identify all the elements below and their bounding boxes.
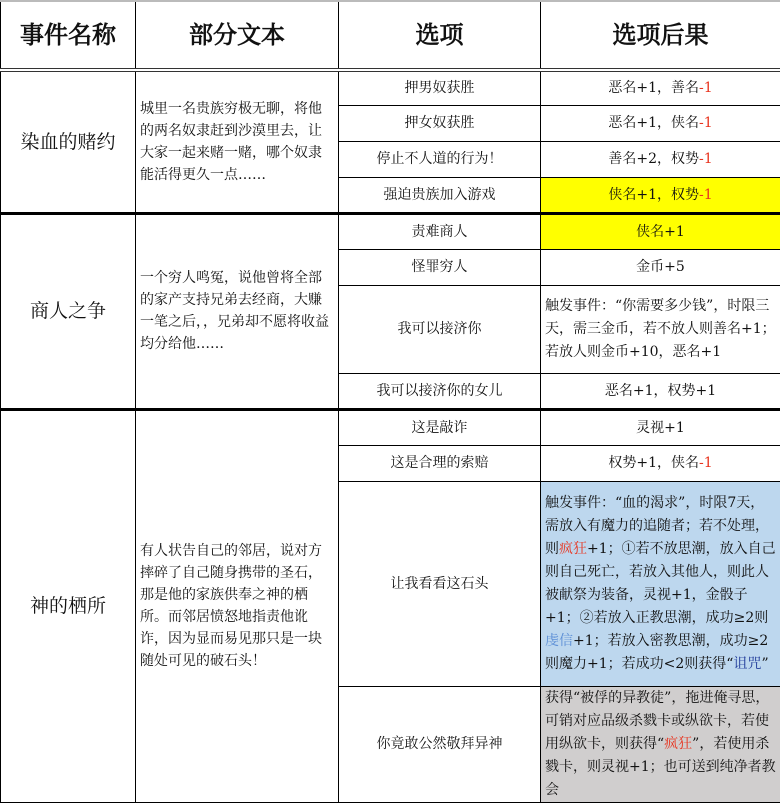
option-label: 强迫贵族加入游戏 <box>339 177 541 213</box>
header-event-name: 事件名称 <box>1 1 136 70</box>
option-result <box>541 177 780 213</box>
highlighted-result-text: -1 <box>699 115 713 131</box>
event-name: 神的栖所 <box>1 409 136 802</box>
option-label: 押男奴获胜 <box>339 70 541 105</box>
result-text: 恶名+1，善名 <box>608 80 699 96</box>
highlighted-result-text: 疯狂 <box>559 541 587 557</box>
result-text: ”，若使用杀戮卡，则灵视+1；也可送到纯净者教会 <box>545 736 776 798</box>
result-text: 恶名+1，权势+1 <box>605 383 716 399</box>
option-result <box>541 445 780 481</box>
result-text: 获得“被俘的异教徒”，拖进俺寻思，可销对应品级杀戮卡或纵欲卡，若使用纵欲卡，则获得“ <box>545 690 769 752</box>
highlighted-result-text: 诅咒 <box>733 656 761 672</box>
option-result <box>541 481 780 686</box>
option-label: 责难商人 <box>339 213 541 249</box>
result-text: 触发事件：“你需要多少钱”，时限三天，需三金币，若不放人则善名+1；若放人则金币+10，恶名+1 <box>545 298 776 360</box>
option-label: 你竟敢公然敬拜异神 <box>339 686 541 802</box>
event-name: 染血的赌约 <box>1 70 136 213</box>
option-label: 我可以接济你的女儿 <box>339 373 541 409</box>
option-result <box>541 141 780 177</box>
result-text: 权势+1，侠名 <box>608 455 699 471</box>
result-text: 恶名+1，侠名 <box>608 115 699 131</box>
result-text: 善名+2，权势 <box>608 151 699 167</box>
option-result <box>541 249 780 285</box>
option-label: 怪罪穷人 <box>339 249 541 285</box>
highlighted-result-text: -1 <box>699 151 713 167</box>
event-text: 城里一名贵族穷极无聊，将他的两名奴隶赶到沙漠里去，让大家一起来赌一赌，哪个奴隶能活得更久一点…… <box>136 70 339 213</box>
highlighted-result-text: -1 <box>699 187 713 203</box>
option-label: 我可以接济你 <box>339 285 541 373</box>
highlighted-result-text: -1 <box>699 455 713 471</box>
option-result <box>541 686 780 802</box>
event-text: 一个穷人鸣冤，说他曾将全部的家产支持兄弟去经商，大赚一笔之后，，兄弟却不愿将收益均分给他…… <box>136 213 339 409</box>
table-row <box>1 70 780 105</box>
event-text: 有人状告自己的邻居，说对方摔碎了自己随身携带的圣石，那是他的家族供奉之神的栖所。而邻居愤怒地指责他讹诈，因为显而易见那只是一块随处可见的破石头！ <box>136 409 339 802</box>
option-label: 这是合理的索赔 <box>339 445 541 481</box>
option-result <box>541 213 780 249</box>
header-partial-text: 部分文本 <box>136 1 339 70</box>
result-text: 触发事件：“血的渴求”，时限7天，需放入有魔力的追随者；若不处理，则 <box>545 495 769 557</box>
header-options: 选项 <box>339 1 541 70</box>
header-row <box>1 1 780 70</box>
option-label: 让我看看这石头 <box>339 481 541 686</box>
option-result <box>541 373 780 409</box>
option-label: 这是敲诈 <box>339 409 541 445</box>
table-row <box>1 213 780 249</box>
result-text: +1；①若不放思潮，放入自己则自己死亡，若放入其他人，则此人被献祭为装备，灵视+1，金骰子+1；②若放入正教思潮，成功≥2则 <box>545 541 776 626</box>
result-text: 侠名+1 <box>636 224 685 240</box>
option-label: 押女奴获胜 <box>339 105 541 141</box>
highlighted-result-text: 虔信 <box>545 633 573 649</box>
option-result <box>541 285 780 373</box>
option-result <box>541 409 780 445</box>
event-name: 商人之争 <box>1 213 136 409</box>
result-text: 金币+5 <box>636 259 685 275</box>
highlighted-result-text: -1 <box>699 80 713 96</box>
result-text: 灵视+1 <box>636 420 685 436</box>
option-result <box>541 70 780 105</box>
option-result <box>541 105 780 141</box>
highlighted-result-text: 疯狂 <box>664 736 692 752</box>
result-text: ” <box>761 656 768 672</box>
result-text: 侠名+1，权势 <box>608 187 699 203</box>
table-row <box>1 409 780 445</box>
header-option-results: 选项后果 <box>541 1 780 70</box>
option-label: 停止不人道的行为！ <box>339 141 541 177</box>
result-text: +1；若放入密教思潮，成功≥2则魔力+1；若成功<2则获得“ <box>545 633 768 672</box>
